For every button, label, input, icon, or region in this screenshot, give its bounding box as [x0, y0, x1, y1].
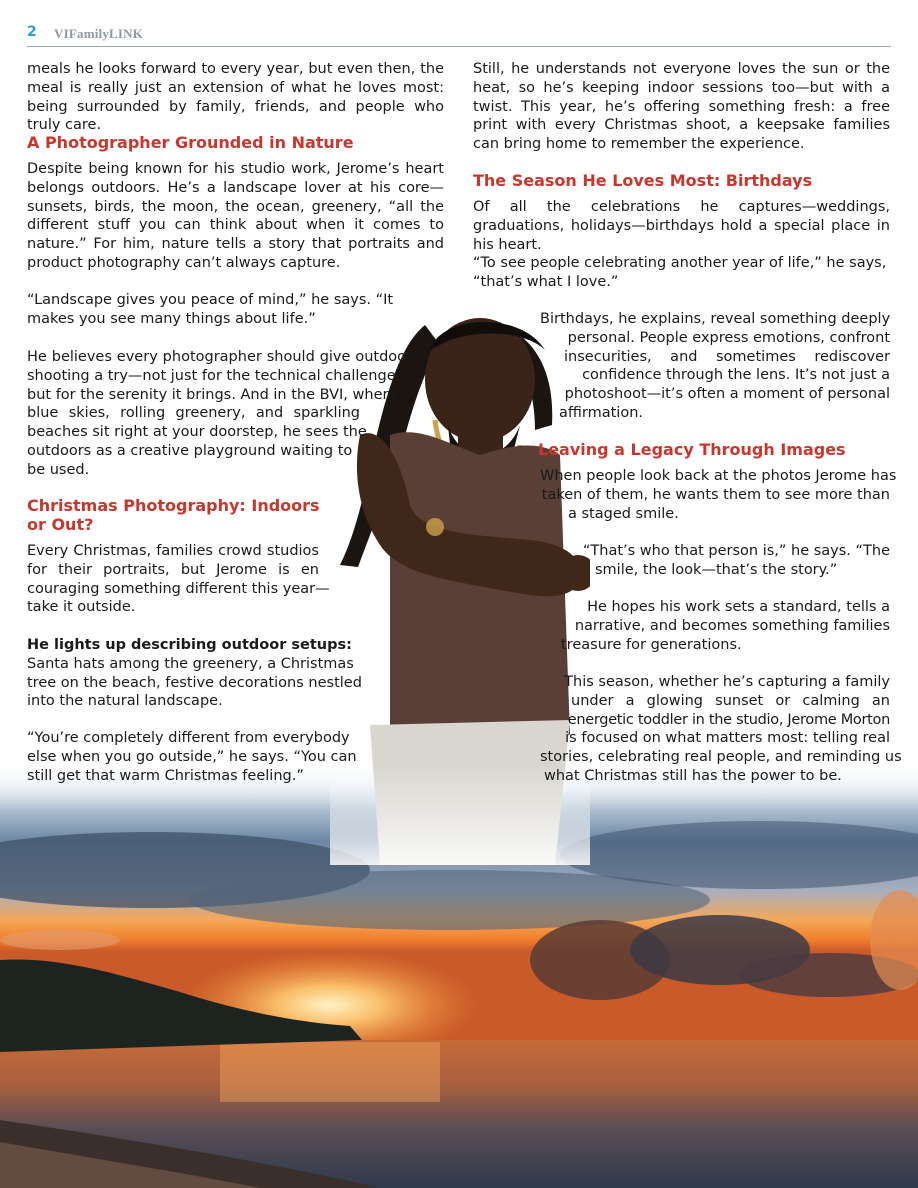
- heading-photographer-nature: A Photographer Grounded in Nature: [27, 133, 354, 152]
- legacy-paragraph: [540, 467, 897, 523]
- text-line: He believes every photographer should give outdoor: [27, 349, 412, 365]
- page-header: [27, 22, 891, 47]
- text-line: into the natural landscape.: [27, 693, 223, 710]
- nature-paragraph: Despite being known for his studio work, Jerome’s heart belongs outdoors. He’s a landscape lover at his core—sunsets, birds, the moon, the ocean, greenery, “all the different stuff you can think about when it comes to nature.” For him, nature tells a story that portraits and product photography can’t always capture.: [27, 161, 444, 271]
- brand-logo: VIFamilyLINK: [54, 26, 144, 41]
- text-line: under a glowing sunset or calming an: [571, 692, 890, 709]
- text-line: Santa hats among the greenery, a Christmas: [27, 655, 354, 672]
- text-line: blue skies, rolling greenery, and sparkling: [27, 405, 360, 422]
- text-line: tree on the beach, festive decorations nestled: [27, 674, 362, 691]
- text-line: for their portraits, but Jerome is en: [27, 561, 319, 578]
- story-quote: [540, 542, 890, 580]
- text-line: insecurities, and sometimes rediscover: [564, 348, 890, 365]
- warm-christmas-quote: [27, 729, 357, 785]
- heading-legacy: Leaving a Legacy Through Images: [538, 440, 846, 459]
- text-line: beaches sit right at your doorstep, he sees the: [27, 424, 367, 441]
- text-line: energetic toddler in the studio, Jerome Morton: [567, 711, 890, 728]
- text-line: couraging something different this year—: [27, 580, 330, 597]
- indoor-sessions-paragraph: Still, he understands not everyone loves the sun or the heat, so he’s keeping indoor sessions too—but with a twist. This year, he’s offering something fresh: a free print with every Christmas shoot, a keepsake families can bring home to remember the experience.: [473, 61, 890, 153]
- text-line: stories, celebrating real people, and reminding us: [540, 749, 902, 766]
- heading-christmas-photography: Christmas Photography: Indoors or Out?: [27, 496, 320, 534]
- text-line: “That’s who that person is,” he says. “The: [582, 543, 890, 559]
- outdoor-paragraph: [27, 348, 412, 480]
- text-line: outdoors as a creative playground waiting to: [27, 442, 353, 459]
- outdoor-setups-paragraph: [27, 636, 362, 711]
- celebrations-paragraph: Of all the celebrations he captures—weddings, graduations, holidays—birthdays hold a special place in his heart.: [473, 199, 890, 253]
- text-line: When people look back at the photos Jerome has: [540, 468, 897, 484]
- text-line: treasure for generations.: [561, 636, 742, 653]
- text-line: is focused on what matters most: telling real: [565, 730, 890, 747]
- left-intro-paragraph: meals he looks forward to every year, but even then, the meal is really just an extension of what he loves most: being surrounded by family, friends, and people who truly care.: [27, 61, 444, 134]
- text-line: what Christmas still has the power to be.: [544, 767, 842, 784]
- text-line: confidence through the lens. It’s not just a: [582, 367, 890, 384]
- text-line: take it outside.: [27, 599, 136, 616]
- text-line: affirmation.: [559, 404, 644, 421]
- page-number: 2: [27, 24, 37, 40]
- heading-birthdays: The Season He Loves Most: Birthdays: [473, 171, 813, 190]
- text-line: smile, the look—that’s the story.”: [595, 561, 838, 578]
- text-line: This season, whether he’s capturing a family: [564, 674, 890, 690]
- text-line: He hopes his work sets a standard, tells a: [587, 599, 890, 615]
- outdoor-setups-lead: He lights up describing outdoor setups:: [27, 637, 352, 653]
- text-line: still get that warm Christmas feeling.”: [27, 767, 304, 784]
- text-line: else when you go outside,” he says. “You can: [27, 748, 357, 765]
- closing-paragraph: [540, 673, 902, 786]
- standard-paragraph: [540, 598, 890, 654]
- text-line: photoshoot—it’s often a moment of personal: [564, 386, 890, 403]
- text-line: Every Christmas, families crowd studios: [27, 543, 319, 559]
- text-line: narrative, and becomes something families: [574, 617, 890, 634]
- text-line: shooting a try—not just for the technical challenge,: [27, 367, 401, 384]
- christmas-paragraph: [27, 542, 330, 617]
- birthdays-paragraph: [540, 310, 890, 423]
- birthday-quote: “To see people celebrating another year of life,” he says, “that’s what I love.”: [473, 255, 887, 290]
- text-line: taken of them, he wants them to see more than: [541, 486, 890, 503]
- landscape-quote: “Landscape gives you peace of mind,” he says. “It makes you see many things about life.”: [27, 292, 394, 327]
- text-line: personal. People express emotions, confront: [567, 329, 890, 346]
- text-line: be used.: [27, 461, 90, 478]
- text-line: Birthdays, he explains, reveal something deeply: [540, 311, 891, 327]
- text-line: a staged smile.: [568, 505, 679, 522]
- text-line: “You’re completely different from everybody: [27, 730, 350, 746]
- text-line: but for the serenity it brings. And in the BVI, where: [27, 386, 398, 403]
